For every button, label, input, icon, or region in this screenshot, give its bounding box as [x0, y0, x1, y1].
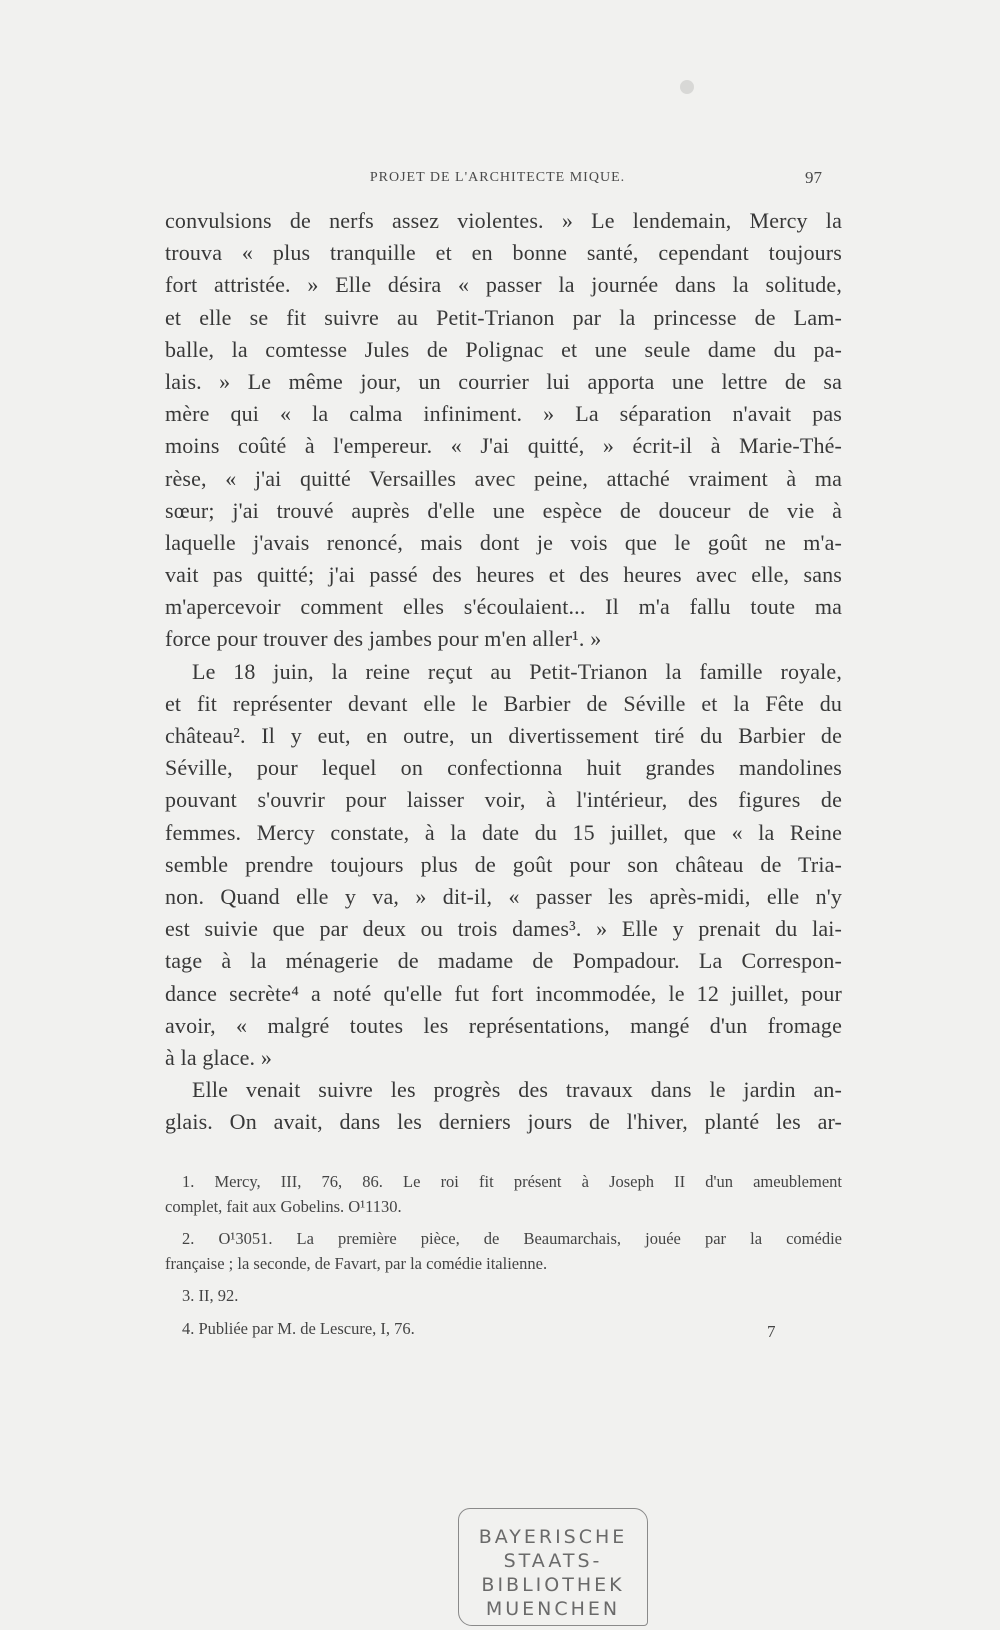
text-line: et elle se fit suivre au Petit-Trianon par la princesse de Lam- — [165, 304, 842, 330]
text-line: femmes. Mercy constate, à la date du 15 juillet, que « la Reine — [165, 819, 842, 845]
text-line: Séville, pour lequel on confectionna huit grandes mandolines — [165, 755, 842, 781]
text-line: sœur; j'ai trouvé auprès d'elle une espèce de douceur de vie à — [165, 497, 842, 523]
signature-mark: 7 — [767, 1322, 776, 1341]
text-line: est suivie que par deux ou trois dames³. » Elle y prenait du lai- — [165, 916, 842, 942]
footnote-line: 2. O¹3051. La première pièce, de Beaumarchais, jouée par la comédie — [182, 1229, 842, 1248]
text-line: mère qui « la calma infiniment. » La séparation n'avait pas — [165, 401, 842, 427]
text-line: moins coûté à l'empereur. « J'ai quitté, » écrit-il à Marie-Thé- — [165, 433, 842, 459]
text-line: château². Il y eut, en outre, un divertissement tiré du Barbier de — [165, 723, 842, 748]
stamp-line: BIBLIOTHEK — [481, 1574, 625, 1596]
stamp-line: BAYERISCHE — [478, 1526, 628, 1548]
text-line: fort attristée. » Elle désira « passer la journée dans la solitude, — [165, 272, 842, 298]
footnote-line: française ; la seconde, de Favart, par la comédie italienne. — [165, 1253, 548, 1273]
footnote-line: 4. Publiée par M. de Lescure, I, 76. — [182, 1318, 415, 1338]
text-line: lais. » Le même jour, un courrier lui apporta une lettre de sa — [165, 368, 842, 394]
stamp-line: STAATS- — [503, 1550, 603, 1572]
text-line: avoir, « malgré toutes les représentations, mangé d'un fromage — [165, 1012, 842, 1038]
page-number: 97 — [805, 168, 822, 187]
footnote-line: 3. II, 92. — [182, 1286, 239, 1305]
text-line: rèse, « j'ai quitté Versailles avec peine, attaché vraiment à ma — [165, 465, 842, 491]
text-line: balle, la comtesse Jules de Polignac et une seule dame du pa- — [165, 336, 842, 362]
body-text — [165, 205, 842, 1138]
text-line: non. Quand elle y va, » dit-il, « passer les après-midi, elle n'y — [165, 883, 842, 909]
text-line: Le 18 juin, la reine reçut au Petit-Trianon la famille royale, — [192, 658, 842, 684]
text-line: glais. On avait, dans les derniers jours de l'hiver, planté les ar- — [165, 1109, 842, 1135]
footnote-line: complet, fait aux Gobelins. O¹1130. — [165, 1196, 402, 1216]
text-line: vait pas quitté; j'ai passé des heures et des heures avec elle, sans — [165, 562, 842, 588]
text-line: Elle venait suivre les progrès des travaux dans le jardin an- — [192, 1077, 842, 1103]
text-line: semble prendre toujours plus de goût pour son château de Tria- — [165, 851, 842, 877]
text-line: dance secrète⁴ a noté qu'elle fut fort incommodée, le 12 juillet, pour — [165, 980, 842, 1006]
text-line: tage à la ménagerie de madame de Pompadour. La Correspon- — [165, 948, 842, 974]
text-line: trouva « plus tranquille et en bonne santé, cependant toujours — [165, 240, 842, 266]
library-stamp — [458, 1508, 648, 1626]
text-line: à la glace. » — [165, 1044, 272, 1070]
stamp-line: MUENCHEN — [485, 1598, 621, 1620]
text-line: force pour trouver des jambes pour m'en aller¹. » — [165, 626, 602, 652]
footnote-line: 1. Mercy, III, 76, 86. Le roi fit présent à Joseph II d'un ameublement — [182, 1172, 842, 1191]
ink-smudge — [680, 80, 694, 94]
running-head: PROJET DE L'ARCHITECTE MIQUE. — [369, 170, 626, 185]
text-line: laquelle j'avais renoncé, mais dont je vois que le goût ne m'a- — [165, 529, 842, 555]
text-line: convulsions de nerfs assez violentes. » Le lendemain, Mercy la — [165, 208, 842, 233]
text-line: m'apercevoir comment elles s'écoulaient... Il m'a fallu toute ma — [165, 594, 842, 620]
text-line: et fit représenter devant elle le Barbier de Séville et la Fête du — [165, 690, 842, 716]
text-line: pouvant s'ouvrir pour laisser voir, à l'intérieur, des figures de — [165, 787, 842, 813]
footnotes — [165, 1170, 842, 1341]
